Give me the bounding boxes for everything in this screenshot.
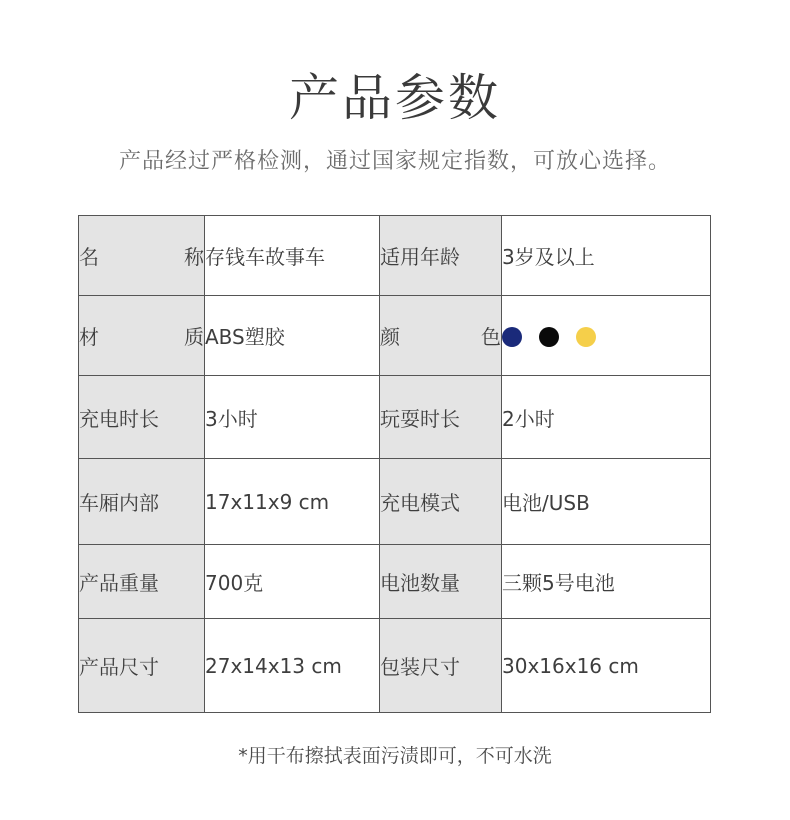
spec-value: 2小时 — [502, 376, 711, 459]
spec-value: 27x14x13 cm — [205, 619, 380, 713]
spec-value: ABS塑胶 — [205, 296, 380, 376]
spec-value: 电池/USB — [502, 459, 711, 545]
table-row — [79, 545, 711, 619]
spec-value: 三颗5号电池 — [502, 545, 711, 619]
spec-value: 3小时 — [205, 376, 380, 459]
spec-label: 电池数量 — [380, 545, 502, 619]
spec-table — [78, 215, 711, 713]
spec-value: 3岁及以上 — [502, 216, 711, 296]
spec-label: 玩耍时长 — [380, 376, 502, 459]
spec-label: 包装尺寸 — [380, 619, 502, 713]
color-swatch-black — [539, 327, 559, 347]
color-swatch-yellow — [576, 327, 596, 347]
spec-label: 产品尺寸 — [79, 619, 205, 713]
spec-label: 充电时长 — [79, 376, 205, 459]
spec-label: 车厢内部 — [79, 459, 205, 545]
spec-label: 名 称 — [79, 216, 205, 296]
spec-label: 产品重量 — [79, 545, 205, 619]
table-row — [79, 376, 711, 459]
table-row — [79, 216, 711, 296]
table-row — [79, 296, 711, 376]
table-row — [79, 459, 711, 545]
page-title: 产品参数 — [289, 69, 501, 127]
spec-value: 30x16x16 cm — [502, 619, 711, 713]
spec-value: 17x11x9 cm — [205, 459, 380, 545]
spec-label: 材 质 — [79, 296, 205, 376]
color-swatches — [502, 296, 711, 376]
color-swatch-navy — [502, 327, 522, 347]
care-footnote: *用干布擦拭表面污渍即可，不可水洗 — [238, 745, 552, 767]
table-row — [79, 619, 711, 713]
spec-label: 颜 色 — [380, 296, 502, 376]
spec-value: 存钱车故事车 — [205, 216, 380, 296]
spec-label: 充电模式 — [380, 459, 502, 545]
spec-value: 700克 — [205, 545, 380, 619]
spec-label: 适用年龄 — [380, 216, 502, 296]
page-subtitle: 产品经过严格检测，通过国家规定指数，可放心选择。 — [118, 149, 671, 174]
